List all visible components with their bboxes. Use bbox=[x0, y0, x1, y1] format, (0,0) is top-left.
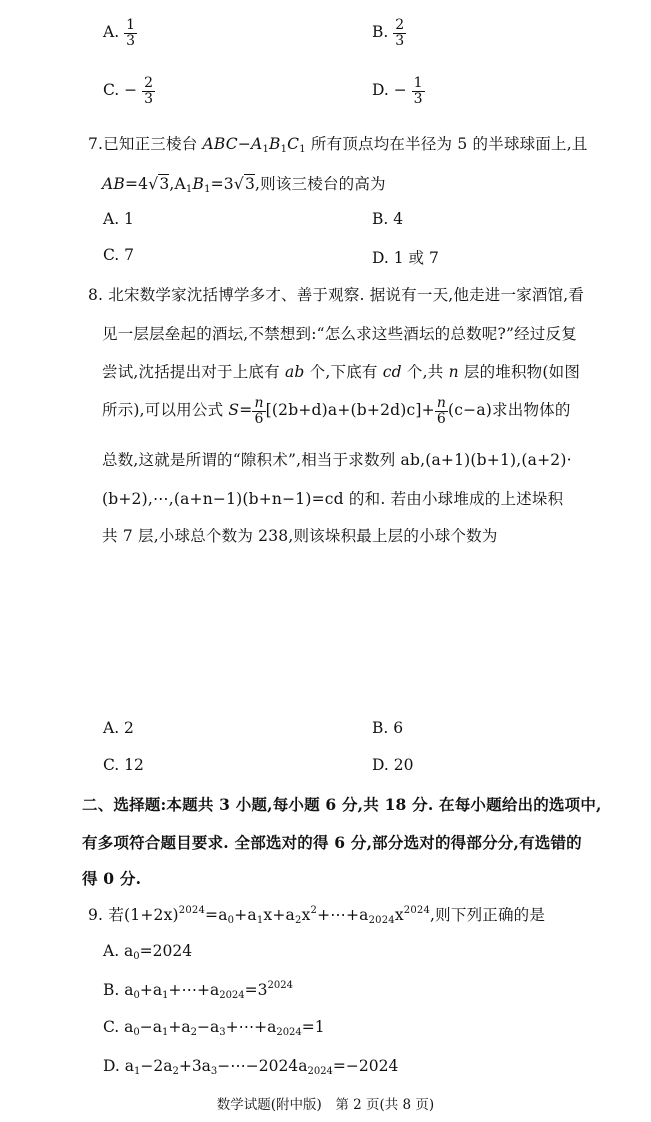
subscript: 0 bbox=[133, 990, 140, 1001]
q8-stem-line4 bbox=[102, 396, 571, 426]
math: n bbox=[448, 363, 459, 381]
q9-option-d[interactable] bbox=[103, 1057, 398, 1077]
section2-instructions-line3: 得 0 分. bbox=[82, 869, 142, 888]
subscript: 2 bbox=[172, 1066, 179, 1077]
sqrt-icon: √ bbox=[148, 175, 159, 193]
math: ABC−A bbox=[202, 135, 263, 153]
q7-option-c[interactable]: C. 7 bbox=[103, 246, 135, 264]
subscript: 2024 bbox=[276, 1027, 302, 1038]
section2-instructions-line1: 二、选择题:本题共 3 小题,每小题 6 分,共 18 分. 在每小题给出的选项中, bbox=[82, 795, 602, 814]
text: −a bbox=[139, 1018, 163, 1036]
q7-option-b[interactable]: B. 4 bbox=[372, 210, 404, 228]
text: C. a bbox=[103, 1018, 134, 1036]
subscript: 1 bbox=[162, 1027, 169, 1038]
numerator bbox=[435, 396, 448, 412]
option-label: A. bbox=[103, 23, 120, 42]
subscript: 2024 bbox=[219, 990, 245, 1001]
denominator: 3 bbox=[144, 90, 154, 107]
q7-stem-line2 bbox=[102, 172, 386, 195]
math: n bbox=[436, 395, 447, 411]
q8-stem-line1: 8. 北宋数学家沈括博学多才、善于观察. 据说有一天,他走进一家酒馆,看 bbox=[88, 286, 585, 304]
subscript: 1 bbox=[204, 184, 211, 195]
text: ,则该三棱台的高为 bbox=[255, 175, 386, 193]
section2-instructions-line2: 有多项符合题目要求. 全部选对的得 6 分,部分选对的得部分分,有选错的 bbox=[82, 833, 582, 852]
text: 个,共 bbox=[401, 363, 444, 381]
text: −2a bbox=[140, 1057, 173, 1075]
text: +⋯+a bbox=[225, 1018, 277, 1036]
text: 层的堆积物(如图 bbox=[458, 363, 581, 381]
subscript: 3 bbox=[210, 1066, 218, 1077]
text: 尝试,沈括提出对于上底有 bbox=[102, 363, 280, 381]
subscript: 1 bbox=[262, 144, 270, 155]
subscript: 1 bbox=[162, 990, 169, 1001]
q8-option-c[interactable]: C. 12 bbox=[103, 756, 144, 774]
text: 7.已知正三棱台 bbox=[88, 135, 198, 153]
text: =3 bbox=[244, 981, 268, 999]
q6-option-b[interactable] bbox=[372, 18, 406, 48]
text: +a bbox=[139, 981, 163, 999]
text: =3 bbox=[210, 175, 234, 193]
superscript: 2024 bbox=[403, 905, 431, 916]
math: AB bbox=[102, 175, 125, 193]
q8-stem-line6: (b+2),⋯,(a+n−1)(b+n−1)=cd 的和. 若由小球堆成的上述垛积 bbox=[102, 490, 564, 508]
fraction bbox=[252, 396, 265, 426]
math: n bbox=[254, 395, 264, 411]
subscript: 1 bbox=[280, 144, 288, 155]
q8-stem-line3 bbox=[102, 360, 580, 382]
text: x bbox=[394, 906, 404, 924]
page-footer: 数学试题(附中版) 第 2 页(共 8 页) bbox=[216, 1097, 435, 1113]
q8-option-b[interactable]: B. 6 bbox=[372, 719, 404, 737]
text: ,则下列正确的是 bbox=[430, 906, 546, 924]
subscript: 0 bbox=[227, 915, 235, 926]
text: (c−a)求出物体的 bbox=[448, 401, 571, 420]
fraction bbox=[412, 76, 425, 106]
text: +a bbox=[168, 1018, 191, 1036]
option-label: C. − bbox=[103, 81, 138, 100]
math: B bbox=[192, 175, 205, 193]
fraction bbox=[435, 396, 448, 426]
q6-option-c[interactable] bbox=[103, 76, 155, 106]
option-label: B. bbox=[372, 23, 389, 42]
q8-stem-line7: 共 7 层,小球总个数为 238,则该垛积最上层的小球个数为 bbox=[102, 527, 498, 545]
q9-option-a[interactable] bbox=[103, 942, 192, 962]
option-label: D. − bbox=[372, 81, 407, 100]
numerator: 1 bbox=[126, 17, 135, 33]
text: =1 bbox=[301, 1018, 325, 1036]
denominator: 6 bbox=[254, 410, 264, 427]
text: +a bbox=[234, 906, 257, 924]
fraction bbox=[393, 18, 406, 48]
subscript: 1 bbox=[256, 915, 264, 926]
subscript: 1 bbox=[299, 144, 306, 155]
text: x bbox=[301, 906, 311, 924]
q6-option-d[interactable] bbox=[372, 76, 425, 106]
q7-stem-line1 bbox=[88, 132, 588, 155]
subscript: 1 bbox=[133, 1066, 141, 1077]
q7-option-a[interactable]: A. 1 bbox=[103, 210, 134, 228]
subscript: 0 bbox=[133, 951, 140, 962]
superscript: 2024 bbox=[267, 980, 293, 991]
denominator: 6 bbox=[436, 410, 446, 427]
fraction bbox=[142, 76, 155, 106]
q8-stem-line2: 见一层层垒起的酒坛,不禁想到:“怎么求这些酒坛的总数呢?”经过反复 bbox=[102, 325, 577, 343]
numerator: 2 bbox=[144, 75, 154, 91]
text: 所示),可以用公式 bbox=[102, 401, 224, 420]
denominator: 3 bbox=[395, 32, 405, 49]
text: ,A bbox=[169, 175, 186, 193]
q9-option-c[interactable] bbox=[103, 1018, 325, 1038]
text: 所有顶点均在半径为 5 的半球球面上,且 bbox=[305, 135, 588, 153]
text: +⋯+a bbox=[317, 906, 369, 924]
denominator: 3 bbox=[126, 32, 135, 49]
q6-option-a[interactable] bbox=[103, 18, 137, 48]
text: = bbox=[239, 401, 253, 420]
text: A. a bbox=[103, 942, 134, 960]
subscript: 0 bbox=[133, 1027, 140, 1038]
subscript: 2024 bbox=[307, 1066, 333, 1077]
text: −a bbox=[197, 1018, 220, 1036]
text: +⋯+a bbox=[168, 981, 220, 999]
math: C bbox=[287, 135, 300, 153]
numerator: 2 bbox=[395, 17, 405, 33]
superscript: 2024 bbox=[178, 905, 206, 916]
q9-stem bbox=[88, 903, 545, 926]
math: cd bbox=[382, 363, 402, 381]
sqrt-icon: √ bbox=[233, 175, 244, 193]
q8-option-d[interactable]: D. 20 bbox=[372, 756, 414, 774]
math: B bbox=[269, 135, 281, 153]
text: [(2b+d)a+(b+2d)c]+ bbox=[265, 401, 435, 420]
text: =4 bbox=[124, 175, 149, 193]
radicand: 3 bbox=[159, 175, 170, 193]
text: B. a bbox=[103, 981, 134, 999]
text: 个,下底有 bbox=[304, 363, 378, 381]
text: =a bbox=[205, 906, 228, 924]
text: 9. 若(1+2x) bbox=[88, 906, 179, 924]
subscript: 1 bbox=[185, 184, 193, 195]
text: +3a bbox=[178, 1057, 211, 1075]
q8-option-a[interactable]: A. 2 bbox=[103, 719, 134, 737]
radicand: 3 bbox=[244, 175, 256, 193]
math: S bbox=[228, 401, 240, 420]
subscript: 2024 bbox=[368, 915, 395, 926]
q8-stem-line5: 总数,这就是所谓的“隙积术”,相当于求数列 ab,(a+1)(b+1),(a+2)· bbox=[102, 451, 572, 469]
subscript: 2 bbox=[295, 915, 302, 926]
text: x+a bbox=[263, 906, 295, 924]
fraction bbox=[124, 18, 137, 48]
superscript: 2 bbox=[310, 905, 318, 916]
text: =−2024 bbox=[332, 1057, 399, 1075]
numerator: 1 bbox=[413, 75, 423, 91]
math: ab bbox=[284, 363, 305, 381]
subscript: 2 bbox=[190, 1027, 197, 1038]
denominator: 3 bbox=[413, 90, 423, 107]
numerator bbox=[252, 396, 265, 412]
subscript: 3 bbox=[219, 1027, 226, 1038]
text: −⋯−2024a bbox=[217, 1057, 308, 1075]
text: D. a bbox=[103, 1057, 134, 1075]
q9-option-b[interactable] bbox=[103, 980, 293, 1001]
text: =2024 bbox=[139, 942, 193, 960]
q7-option-d[interactable]: D. 1 或 7 bbox=[372, 249, 439, 267]
